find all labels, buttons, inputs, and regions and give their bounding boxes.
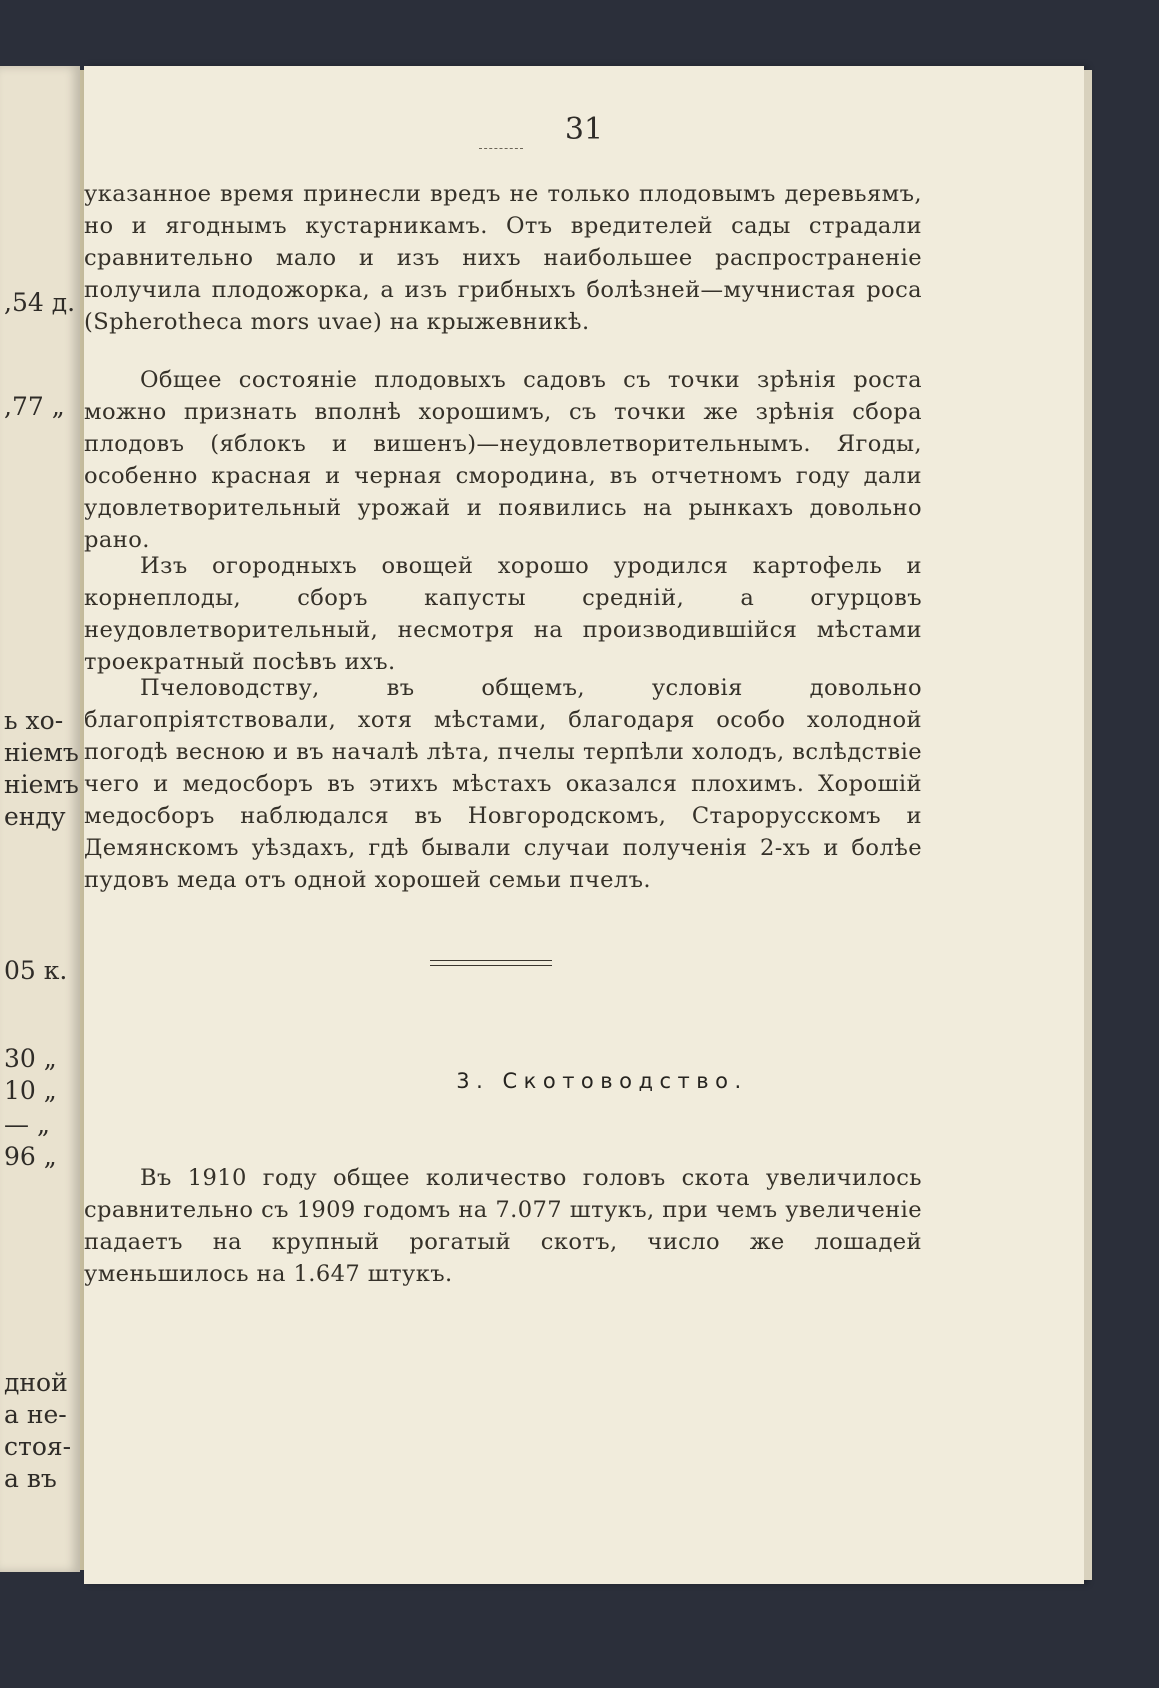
- left-fragment: а не-: [4, 1400, 67, 1429]
- left-fragment: — „: [4, 1110, 50, 1139]
- page-edge: [1084, 70, 1092, 1580]
- section-divider: [430, 960, 552, 966]
- section-heading: 3. Скотоводство.: [456, 1069, 748, 1093]
- paragraph-beekeeping: Пчеловодству, въ общемъ, условiя довольно благопрiятствовали, хотя мѣстами, благодаря особо холодной погодѣ весною и въ началѣ лѣта, пчелы терпѣли холодъ, вслѣдствiе чего и медосборъ въ этихъ мѣстахъ оказался плохимъ. Хорошiй медосборъ наблюдался въ Новгородскомъ, Старорусскомъ и Демянскомъ уѣздахъ, гдѣ бывали случаи полученiя 2-хъ и болѣе пудовъ меда отъ одной хорошей семьи пчелъ.: [84, 675, 922, 893]
- left-fragment: 96 „: [4, 1142, 57, 1171]
- paragraph-orchards-condition: Общее состоянiе плодовыхъ садовъ съ точки зрѣнiя роста можно признать вполнѣ хорошимъ, съ точки же зрѣнiя сбора плодовъ (яблокъ и вишенъ)—неудовлетворительнымъ. Ягоды, особенно красная и черная смородина, въ отчетномъ году дали удовлетворительный урожай и появились на рынкахъ довольно рано.: [84, 367, 922, 553]
- page-number-underline: [479, 148, 523, 149]
- paragraph-orchards-pests: указанное время принесли вредъ не только плодовымъ деревьямъ, но и ягоднымъ кустарникамъ. Отъ вредителей сады страдали сравнительно мало и изъ нихъ наибольшее распространенiе получила плодожорка, а изъ грибныхъ болѣзней—мучнистая роса (Spherotheca mors uvae) на крыжевникѣ.: [84, 181, 922, 335]
- left-fragment: стоя-: [4, 1432, 72, 1461]
- left-fragment: а въ: [4, 1464, 57, 1493]
- paragraph-vegetables: Изъ огородныхъ овощей хорошо уродился картофель и корнеплоды, сборъ капусты среднiй, а огурцовъ неудовлетворительный, несмотря на производившiйся мѣстами троекратный посѣвъ ихъ.: [84, 553, 922, 675]
- left-page-edge: [0, 66, 80, 1572]
- left-fragment: дной: [4, 1368, 68, 1397]
- left-fragment: енду: [4, 802, 66, 831]
- left-fragment: ,77 „: [4, 392, 65, 421]
- left-fragment: 10 „: [4, 1076, 57, 1105]
- right-page: [84, 66, 1084, 1584]
- paragraph-livestock: Въ 1910 году общее количество головъ скота увеличилось сравнительно съ 1909 годомъ на 7.077 штукъ, при чемъ увеличенiе падаетъ на крупный рогатый скотъ, число же лошадей уменьшилось на 1.647 штукъ.: [84, 1165, 922, 1287]
- left-fragment: ь хо-: [4, 706, 64, 735]
- left-fragment: нiемъ: [4, 770, 79, 799]
- left-fragment: ,54 д.: [4, 288, 76, 317]
- left-fragment: 30 „: [4, 1044, 57, 1073]
- left-fragment: 05 к.: [4, 956, 68, 985]
- page-number: 31: [564, 112, 604, 147]
- left-fragment: нiемъ: [4, 738, 79, 767]
